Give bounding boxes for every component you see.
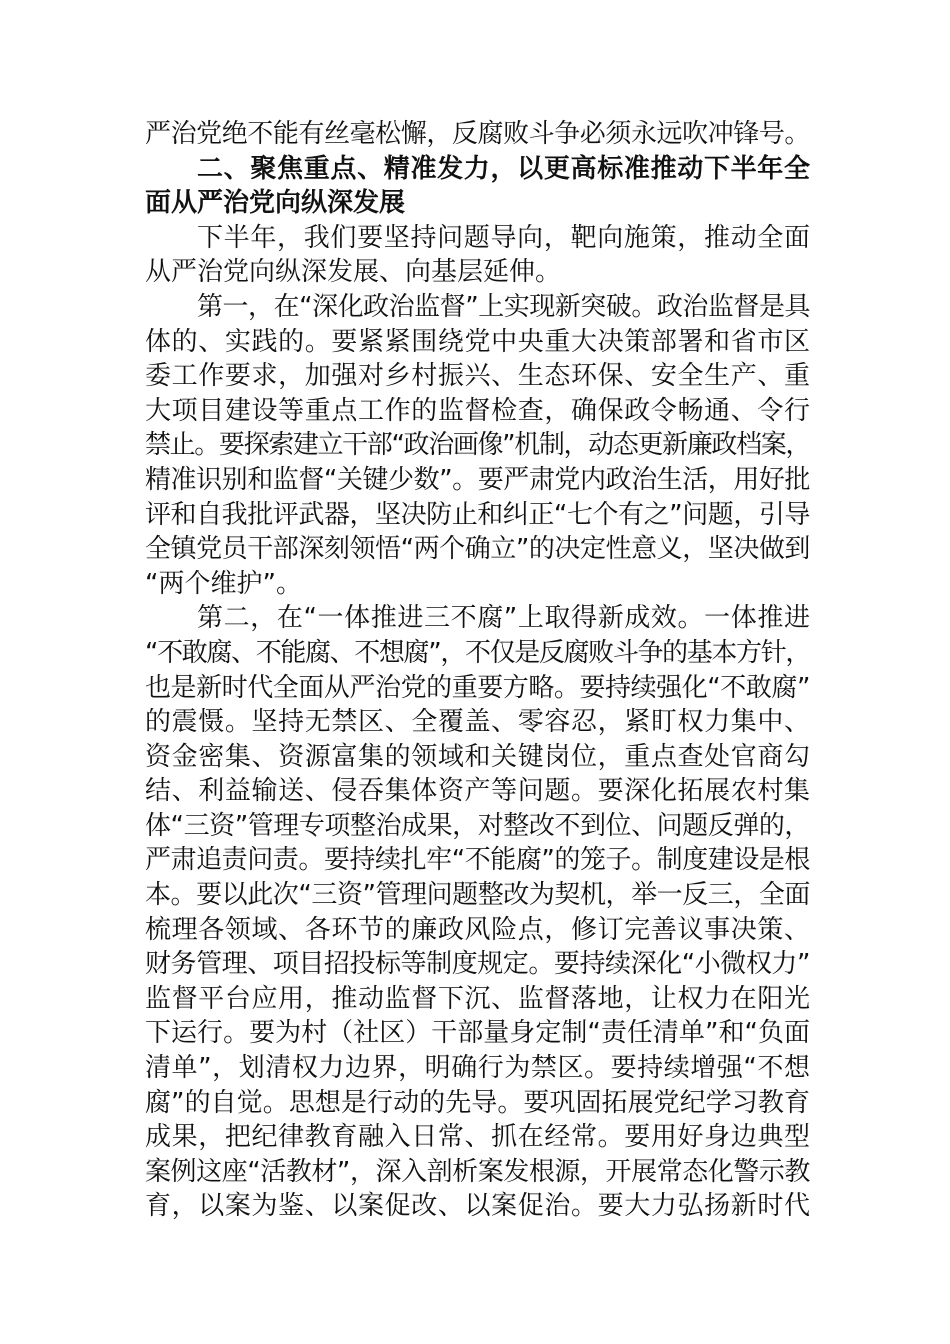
paragraph-line: 严肃追责问责。要持续扎牢“不能腐”的笼子。制度建设是根	[145, 845, 810, 876]
paragraph-line: 监督平台应用，推动监督下沉、监督落地，让权力在阳光	[145, 983, 810, 1014]
paragraph-line: 梳理各领域、各环节的廉政风险点，修订完善议事决策、	[145, 914, 810, 945]
paragraph-line: 严治党绝不能有丝毫松懈，反腐败斗争必须永远吹冲锋号。	[145, 119, 810, 149]
paragraph-line: 从严治党向纵深发展、向基层延伸。	[145, 257, 562, 288]
paragraph-line: 财务管理、项目招投标等制度规定。要持续深化“小微权力”	[145, 949, 810, 980]
paragraph-line: “不敢腐、不能腐、不想腐”，不仅是反腐败斗争的基本方针，	[145, 637, 810, 668]
paragraph-line: 也是新时代全面从严治党的重要方略。要持续强化“不敢腐”	[145, 672, 810, 703]
paragraph-line: 第二，在“一体推进三不腐”上取得新成效。一体推进	[197, 603, 810, 634]
paragraph-line: 育，以案为鉴、以案促改、以案促治。要大力弘扬新时代	[145, 1191, 810, 1222]
paragraph-line: 腐”的自觉。思想是行动的先导。要巩固拓展党纪学习教育	[145, 1087, 810, 1118]
paragraph-line: 本。要以此次“三资”管理问题整改为契机，举一反三，全面	[145, 880, 810, 911]
paragraph-line: “两个维护”。	[145, 568, 302, 599]
paragraph-line: 体“三资”管理专项整治成果，对整改不到位、问题反弹的，	[145, 810, 810, 841]
paragraph-line: 成果，把纪律教育融入日常、抓在经常。要用好身边典型	[145, 1122, 810, 1153]
paragraph-line: 结、利益输送、侵吞集体资产等问题。要深化拓展农村集	[145, 776, 810, 807]
paragraph-line: 的震慑。坚持无禁区、全覆盖、零容忍，紧盯权力集中、	[145, 707, 810, 738]
section-heading-line: 二、聚焦重点、精准发力，以更高标准推动下半年全	[197, 153, 810, 184]
paragraph-line: 案例这座“活教材”，深入剖析案发根源，开展常态化警示教	[145, 1156, 810, 1187]
paragraph-line: 下半年，我们要坚持问题导向，靶向施策，推动全面	[197, 222, 810, 253]
paragraph-line: 禁止。要探索建立干部“政治画像”机制，动态更新廉政档案，	[145, 430, 810, 461]
paragraph-line: 全镇党员干部深刻领悟“两个确立”的决定性意义，坚决做到	[145, 534, 810, 565]
paragraph-line: 评和自我批评武器，坚决防止和纠正“七个有之”问题，引导	[145, 499, 810, 530]
paragraph-line: 体的、实践的。要紧紧围绕党中央重大决策部署和省市区	[145, 326, 810, 357]
paragraph-line: 下运行。要为村（社区）干部量身定制“责任清单”和“负面	[145, 1018, 810, 1049]
paragraph-line: 大项目建设等重点工作的监督检查，确保政令畅通、令行	[145, 395, 810, 426]
document-body	[145, 117, 810, 1224]
paragraph-line: 委工作要求，加强对乡村振兴、生态环保、安全生产、重	[145, 361, 810, 392]
section-heading-line: 面从严治党向纵深发展	[145, 188, 406, 219]
paragraph-line: 清单”，划清权力边界，明确行为禁区。要持续增强“不想	[145, 1053, 810, 1084]
paragraph-line: 第一，在“深化政治监督”上实现新突破。政治监督是具	[197, 291, 810, 322]
paragraph-line: 资金密集、资源富集的领域和关键岗位，重点查处官商勾	[145, 741, 810, 772]
paragraph-line: 精准识别和监督“关键少数”。要严肃党内政治生活，用好批	[145, 464, 810, 495]
